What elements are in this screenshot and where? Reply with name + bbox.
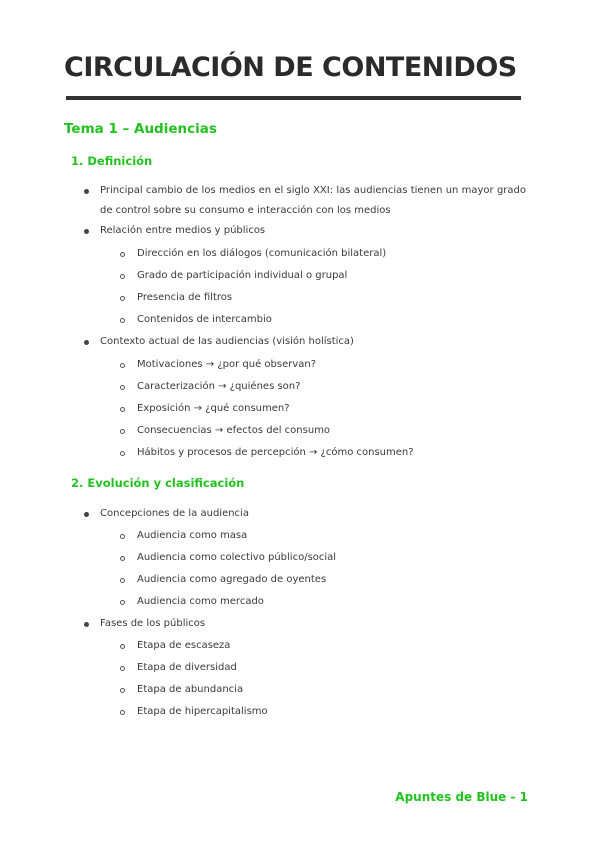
list-item	[100, 505, 249, 523]
sub-list-item-text: Grado de participación individual o grupal	[137, 270, 348, 281]
footer-text: Apuntes de Blue - 1	[395, 790, 528, 804]
sub-list-item-text: Motivaciones → ¿por qué observan?	[137, 359, 317, 370]
hollow-bullet-icon	[120, 600, 125, 605]
sub-list-item-text: Etapa de hipercapitalismo	[137, 706, 268, 717]
sub-list-item	[137, 593, 264, 611]
section-heading-definicion: 1. Definición	[71, 154, 153, 168]
page-title: CIRCULACIÓN DE CONTENIDOS	[64, 52, 517, 83]
hollow-bullet-icon	[120, 556, 125, 561]
hollow-bullet-icon	[120, 296, 125, 301]
sub-list-item-text: Exposición → ¿qué consumen?	[137, 403, 290, 414]
sub-list-item	[137, 703, 268, 721]
title-underline	[66, 96, 521, 100]
section-heading-evolucion: 2. Evolución y clasificación	[71, 476, 245, 490]
hollow-bullet-icon	[120, 318, 125, 323]
bullet-icon	[84, 229, 89, 234]
sub-list-item-text: Etapa de abundancia	[137, 684, 244, 695]
sub-list-item-text: Etapa de diversidad	[137, 662, 237, 673]
hollow-bullet-icon	[120, 578, 125, 583]
sub-list-item-text: Consecuencias → efectos del consumo	[137, 425, 331, 436]
sub-list-item	[137, 571, 326, 589]
sub-list-item	[137, 422, 330, 440]
list-item	[100, 222, 265, 240]
sub-list-item	[137, 659, 237, 677]
list-item-text: Fases de los públicos	[100, 618, 206, 629]
list-item	[100, 333, 354, 351]
bullet-icon	[84, 512, 89, 517]
sub-list-item	[137, 681, 243, 699]
list-item-text: Relación entre medios y públicos	[100, 225, 266, 236]
hollow-bullet-icon	[120, 363, 125, 368]
sub-list-item-text: Audiencia como agregado de oyentes	[137, 574, 327, 585]
list-item	[100, 615, 205, 633]
bullet-icon	[84, 189, 89, 194]
hollow-bullet-icon	[120, 385, 125, 390]
sub-list-item	[137, 378, 300, 396]
sub-list-item	[137, 400, 290, 418]
sub-list-item	[137, 637, 230, 655]
hollow-bullet-icon	[120, 534, 125, 539]
sub-list-item-text: Audiencia como masa	[137, 530, 248, 541]
hollow-bullet-icon	[120, 644, 125, 649]
sub-list-item	[137, 245, 386, 263]
bullet-icon	[84, 622, 89, 627]
sub-list-item	[137, 549, 336, 567]
sub-list-item-text: Caracterización → ¿quiénes son?	[137, 381, 301, 392]
sub-list-item-text: Audiencia como mercado	[137, 596, 264, 607]
sub-list-item	[137, 289, 232, 307]
sub-list-item	[137, 444, 414, 462]
hollow-bullet-icon	[120, 451, 125, 456]
hollow-bullet-icon	[120, 429, 125, 434]
hollow-bullet-icon	[120, 407, 125, 412]
theme-heading: Tema 1 – Audiencias	[64, 121, 217, 137]
bullet-icon	[84, 340, 89, 345]
hollow-bullet-icon	[120, 710, 125, 715]
hollow-bullet-icon	[120, 688, 125, 693]
sub-list-item-text: Audiencia como colectivo público/social	[137, 552, 337, 563]
sub-list-item-text: Dirección en los diálogos (comunicación bilateral)	[137, 248, 387, 259]
list-item-text: Contexto actual de las audiencias (visión holística)	[100, 336, 354, 347]
hollow-bullet-icon	[120, 252, 125, 257]
sub-list-item-text: Hábitos y procesos de percepción → ¿cómo consumen?	[137, 447, 414, 458]
sub-list-item	[137, 356, 316, 374]
hollow-bullet-icon	[120, 274, 125, 279]
list-item	[100, 181, 526, 221]
sub-list-item-text: Etapa de escaseza	[137, 640, 231, 651]
hollow-bullet-icon	[120, 666, 125, 671]
sub-list-item-text: Presencia de filtros	[137, 292, 233, 303]
list-item-text: Concepciones de la audiencia	[100, 508, 249, 519]
sub-list-item-text: Contenidos de intercambio	[137, 314, 272, 325]
sub-list-item	[137, 311, 272, 329]
sub-list-item	[137, 527, 247, 545]
list-item-text: Principal cambio de los medios en el siglo XXI: las audiencias tienen un mayor grado de control sobre su consumo e interacción con los medios	[100, 185, 526, 216]
sub-list-item	[137, 267, 347, 285]
